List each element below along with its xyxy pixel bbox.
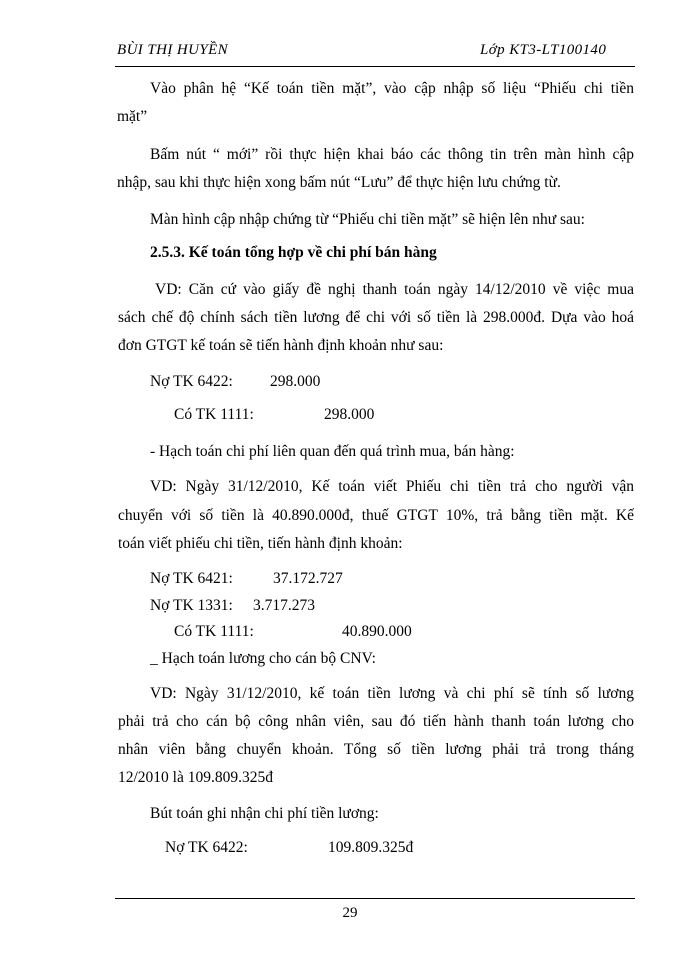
paragraph-line: VD: Ngày 31/12/2010, kế toán tiền lương và chi phí sẽ tính số lương: [150, 685, 634, 702]
section-heading: 2.5.3. Kế toán tổng hợp về chi phí bán hàng: [150, 244, 437, 261]
page-number: 29: [342, 905, 358, 921]
entry-debit-label: Nợ TK 6421:: [150, 570, 233, 587]
header-class-code: Lớp KT3-LT100140: [480, 42, 607, 58]
paragraph-line: sách chế độ chính sách tiền lương để chi với số tiền là 298.000đ. Dựa vào hoá: [118, 309, 634, 326]
footer-rule: [115, 898, 635, 899]
paragraph-line: Bấm nút “ mới” rồi thực hiện khai báo các thông tin trên màn hình cập: [150, 146, 634, 163]
entry-credit-label: Có TK 1111:: [174, 406, 254, 423]
paragraph-line: Vào phân hệ “Kế toán tiền mặt”, vào cập nhập số liệu “Phiếu chi tiền: [150, 80, 634, 97]
paragraph-line: VD: Căn cứ vào giấy đề nghị thanh toán ngày 14/12/2010 về việc mua: [155, 281, 634, 298]
paragraph-line: nhập, sau khi thực hiện xong bấm nút “Lưu” để thực hiện lưu chứng từ.: [117, 174, 561, 191]
paragraph-line: Bút toán ghi nhận chi phí tiền lương:: [150, 805, 379, 822]
paragraph-line: nhân viên bằng chuyển khoản. Tổng số tiền lương phải trả trong tháng: [118, 741, 634, 758]
header-rule: [115, 66, 635, 67]
entry-credit-amount: 298.000: [324, 406, 375, 423]
paragraph-line: mặt”: [117, 108, 148, 125]
header-author: BÙI THỊ HUYỀN: [117, 42, 229, 58]
entry-debit-amount: 3.717.273: [253, 597, 315, 614]
paragraph-line: phải trả cho cán bộ công nhân viên, sau đó tiến hành thanh toán lương cho: [118, 713, 634, 730]
paragraph-line: Màn hình cập nhập chứng từ “Phiếu chi tiền mặt” sẽ hiện lên như sau:: [150, 211, 585, 228]
entry-credit-label: Có TK 1111:: [174, 623, 254, 640]
paragraph-line: chuyển với số tiền là 40.890.000đ, thuế GTGT 10%, trả bằng tiền mặt. Kế: [118, 507, 634, 524]
paragraph-line: VD: Ngày 31/12/2010, Kế toán viết Phiếu chi tiền trả cho người vận: [150, 478, 634, 495]
paragraph-line: - Hạch toán chi phí liên quan đến quá trình mua, bán hàng:: [150, 443, 515, 460]
paragraph-line: _ Hạch toán lương cho cán bộ CNV:: [150, 650, 376, 667]
paragraph-line: 12/2010 là 109.809.325đ: [118, 769, 273, 786]
entry-debit-amount: 109.809.325đ: [328, 839, 414, 856]
entry-debit-amount: 37.172.727: [273, 570, 343, 587]
entry-debit-label: Nợ TK 6422:: [165, 839, 248, 856]
entry-credit-amount: 40.890.000: [342, 623, 412, 640]
entry-debit-label: Nợ TK 6422:: [150, 373, 233, 390]
entry-debit-label: Nợ TK 1331:: [150, 597, 233, 614]
entry-debit-amount: 298.000: [270, 373, 321, 390]
paragraph-line: đơn GTGT kế toán sẽ tiến hành định khoản như sau:: [118, 337, 444, 354]
paragraph-line: toán viết phiếu chi tiền, tiến hành định khoản:: [118, 535, 403, 552]
